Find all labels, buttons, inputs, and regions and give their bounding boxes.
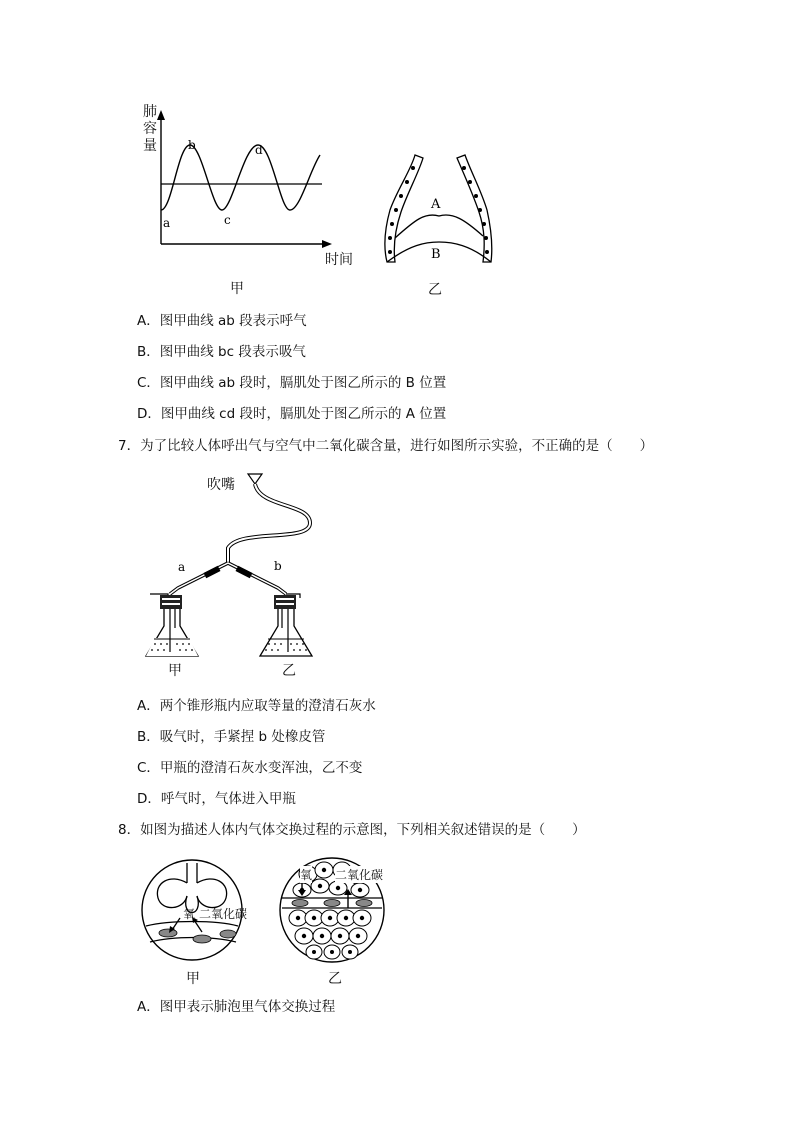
q7-caption-yi: 乙 <box>282 663 296 679</box>
graph-y-label: 肺 容 量 <box>143 104 157 154</box>
lung-volume-graph <box>130 100 340 270</box>
point-b: b <box>188 138 196 152</box>
mouthpiece-funnel <box>248 474 262 484</box>
left-flask <box>146 594 198 656</box>
right-flask <box>260 594 312 656</box>
mouthpiece-label: 吹嘴 <box>207 477 235 493</box>
q6-option-a: A．图甲曲线 ab 段表示呼气 <box>137 313 307 329</box>
chest-diagram <box>375 150 505 275</box>
diaphragm-label-a: A <box>431 197 441 212</box>
flask-apparatus <box>140 468 360 668</box>
q6-option-d: D．图甲曲线 cd 段时，膈肌处于图乙所示的 A 位置 <box>137 406 447 422</box>
y-axis-arrow <box>157 110 165 120</box>
point-c: c <box>224 213 231 227</box>
tube-label-b: b <box>274 559 282 573</box>
x-axis-arrow <box>322 240 332 248</box>
q7-option-b: B．吸气时，手紧捏 b 处橡皮管 <box>137 729 326 745</box>
tube-label-a: a <box>178 560 186 574</box>
yi-co2-label: 二氧化碳 <box>335 868 384 882</box>
q6-option-b: B．图甲曲线 bc 段表示吸气 <box>137 344 306 360</box>
rubber-tube-outer <box>228 484 310 563</box>
q8-option-a: A．图甲表示肺泡里气体交换过程 <box>137 999 336 1015</box>
jia-oxygen-label: 氧 <box>183 907 196 921</box>
q7-stem: 7．为了比较人体呼出气与空气中二氧化碳含量，进行如图所示实验，不正确的是（ ） <box>118 438 654 454</box>
q7-option-c: C．甲瓶的澄清石灰水变浑浊，乙不变 <box>137 760 363 776</box>
q7-option-d: D．呼气时，气体进入甲瓶 <box>137 791 296 807</box>
fig6-caption-yi: 乙 <box>428 282 442 298</box>
q8-stem: 8．如图为描述人体内气体交换过程的示意图，下列相关叙述错误的是（ ） <box>118 822 586 838</box>
point-a: a <box>163 216 171 230</box>
q7-option-a: A．两个锥形瓶内应取等量的澄清石灰水 <box>137 698 376 714</box>
q7-caption-jia: 甲 <box>168 663 182 679</box>
graph-x-label: 时间 <box>325 252 353 268</box>
q8-caption-jia: 甲 <box>186 971 200 987</box>
point-d: d <box>255 143 263 157</box>
yi-oxygen-label: 氧 <box>300 868 313 882</box>
q6-option-c: C．图甲曲线 ab 段时，膈肌处于图乙所示的 B 位置 <box>137 375 447 391</box>
rubber-tube-inner <box>228 484 310 563</box>
jia-co2-label: 二氧化碳 <box>199 907 248 921</box>
rubber-joint-left <box>204 566 221 579</box>
rubber-joint-right <box>236 566 253 579</box>
volume-curve <box>161 145 320 210</box>
q8-caption-yi: 乙 <box>328 971 342 987</box>
diaphragm-label-b: B <box>431 247 441 262</box>
diaphragm-a <box>395 215 483 238</box>
fig6-caption-jia: 甲 <box>230 281 244 297</box>
